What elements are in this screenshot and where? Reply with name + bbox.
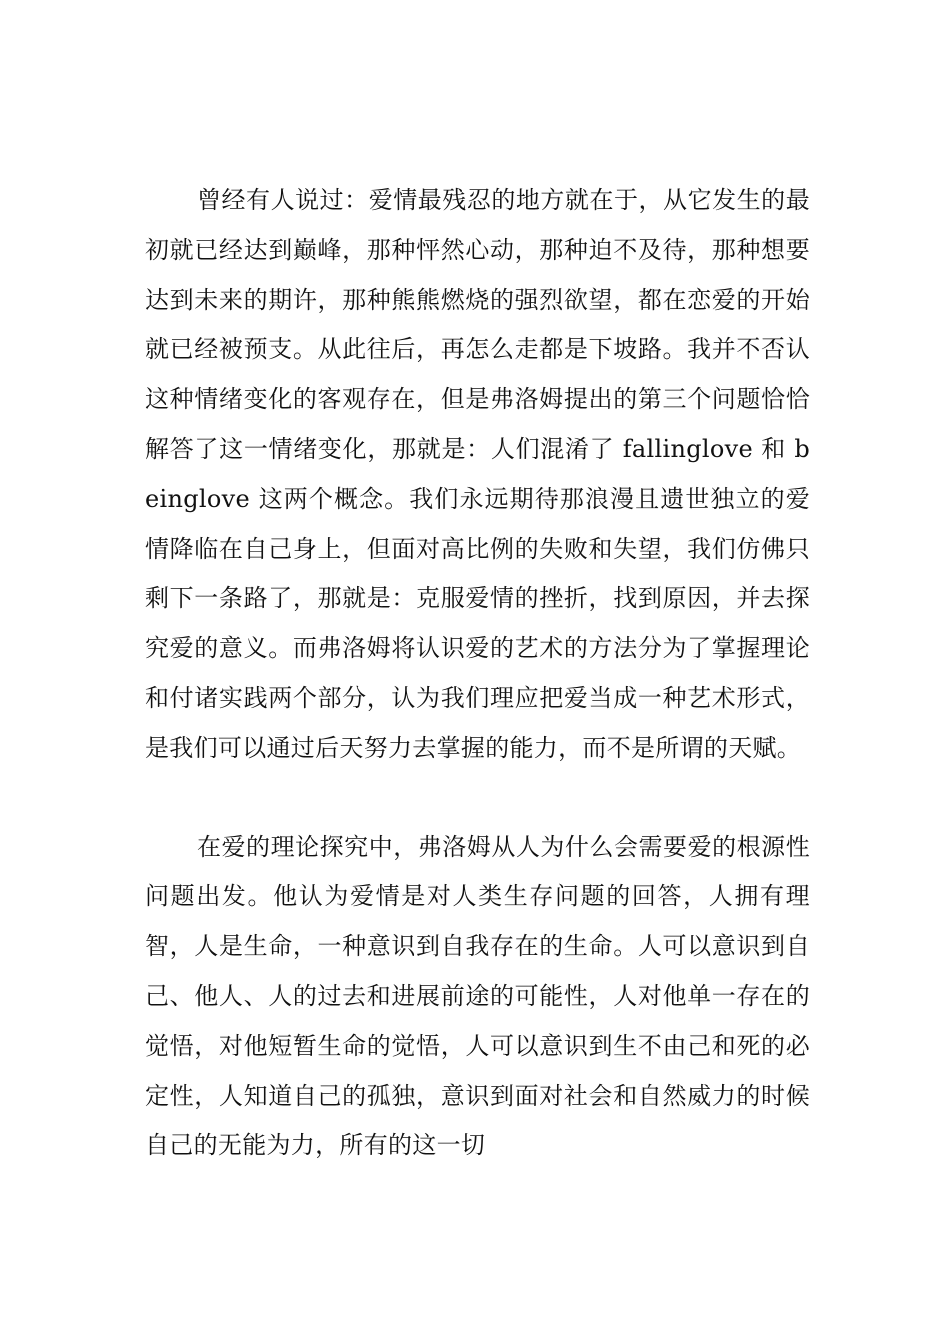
- document-body: [145, 176, 810, 1171]
- paragraph-spacer: [145, 774, 810, 823]
- paragraph-2: 在爱的理论探究中，弗洛姆从人为什么会需要爱的根源性问题出发。他认为爱情是对人类生存问题的回答，人拥有理智，人是生命，一种意识到自我存在的生命。人可以意识到自己、他人、人的过去和进展前途的可能性，人对他单一存在的觉悟，对他短暂生命的觉悟，人可以意识到生不由己和死的必定性，人知道自己的孤独，意识到面对社会和自然威力的时候自己的无能为力，所有的这一切: [145, 832, 810, 1160]
- paragraph-1: 曾经有人说过：爱情最残忍的地方就在于，从它发生的最初就已经达到巅峰，那种怦然心动，那种迫不及待，那种想要达到未来的期许，那种熊熊燃烧的强烈欲望，都在恋爱的开始就已经被预支。从此往后，再怎么走都是下坡路。我并不否认这种情绪变化的客观存在，但是弗洛姆提出的第三个问题恰恰解答了这一情绪变化，那就是：人们混淆了 fallinglove 和 beinglove 这两个概念。我们永远期待那浪漫且遗世独立的爱情降临在自己身上，但面对高比例的失败和失望，我们仿佛只剩下一条路了，那就是：克服爱情的挫折，找到原因，并去探究爱的意义。而弗洛姆将认识爱的艺术的方法分为了掌握理论和付诸实践两个部分，认为我们理应把爱当成一种艺术形式，是我们可以通过后天努力去掌握的能力，而不是所谓的天赋。: [145, 186, 810, 762]
